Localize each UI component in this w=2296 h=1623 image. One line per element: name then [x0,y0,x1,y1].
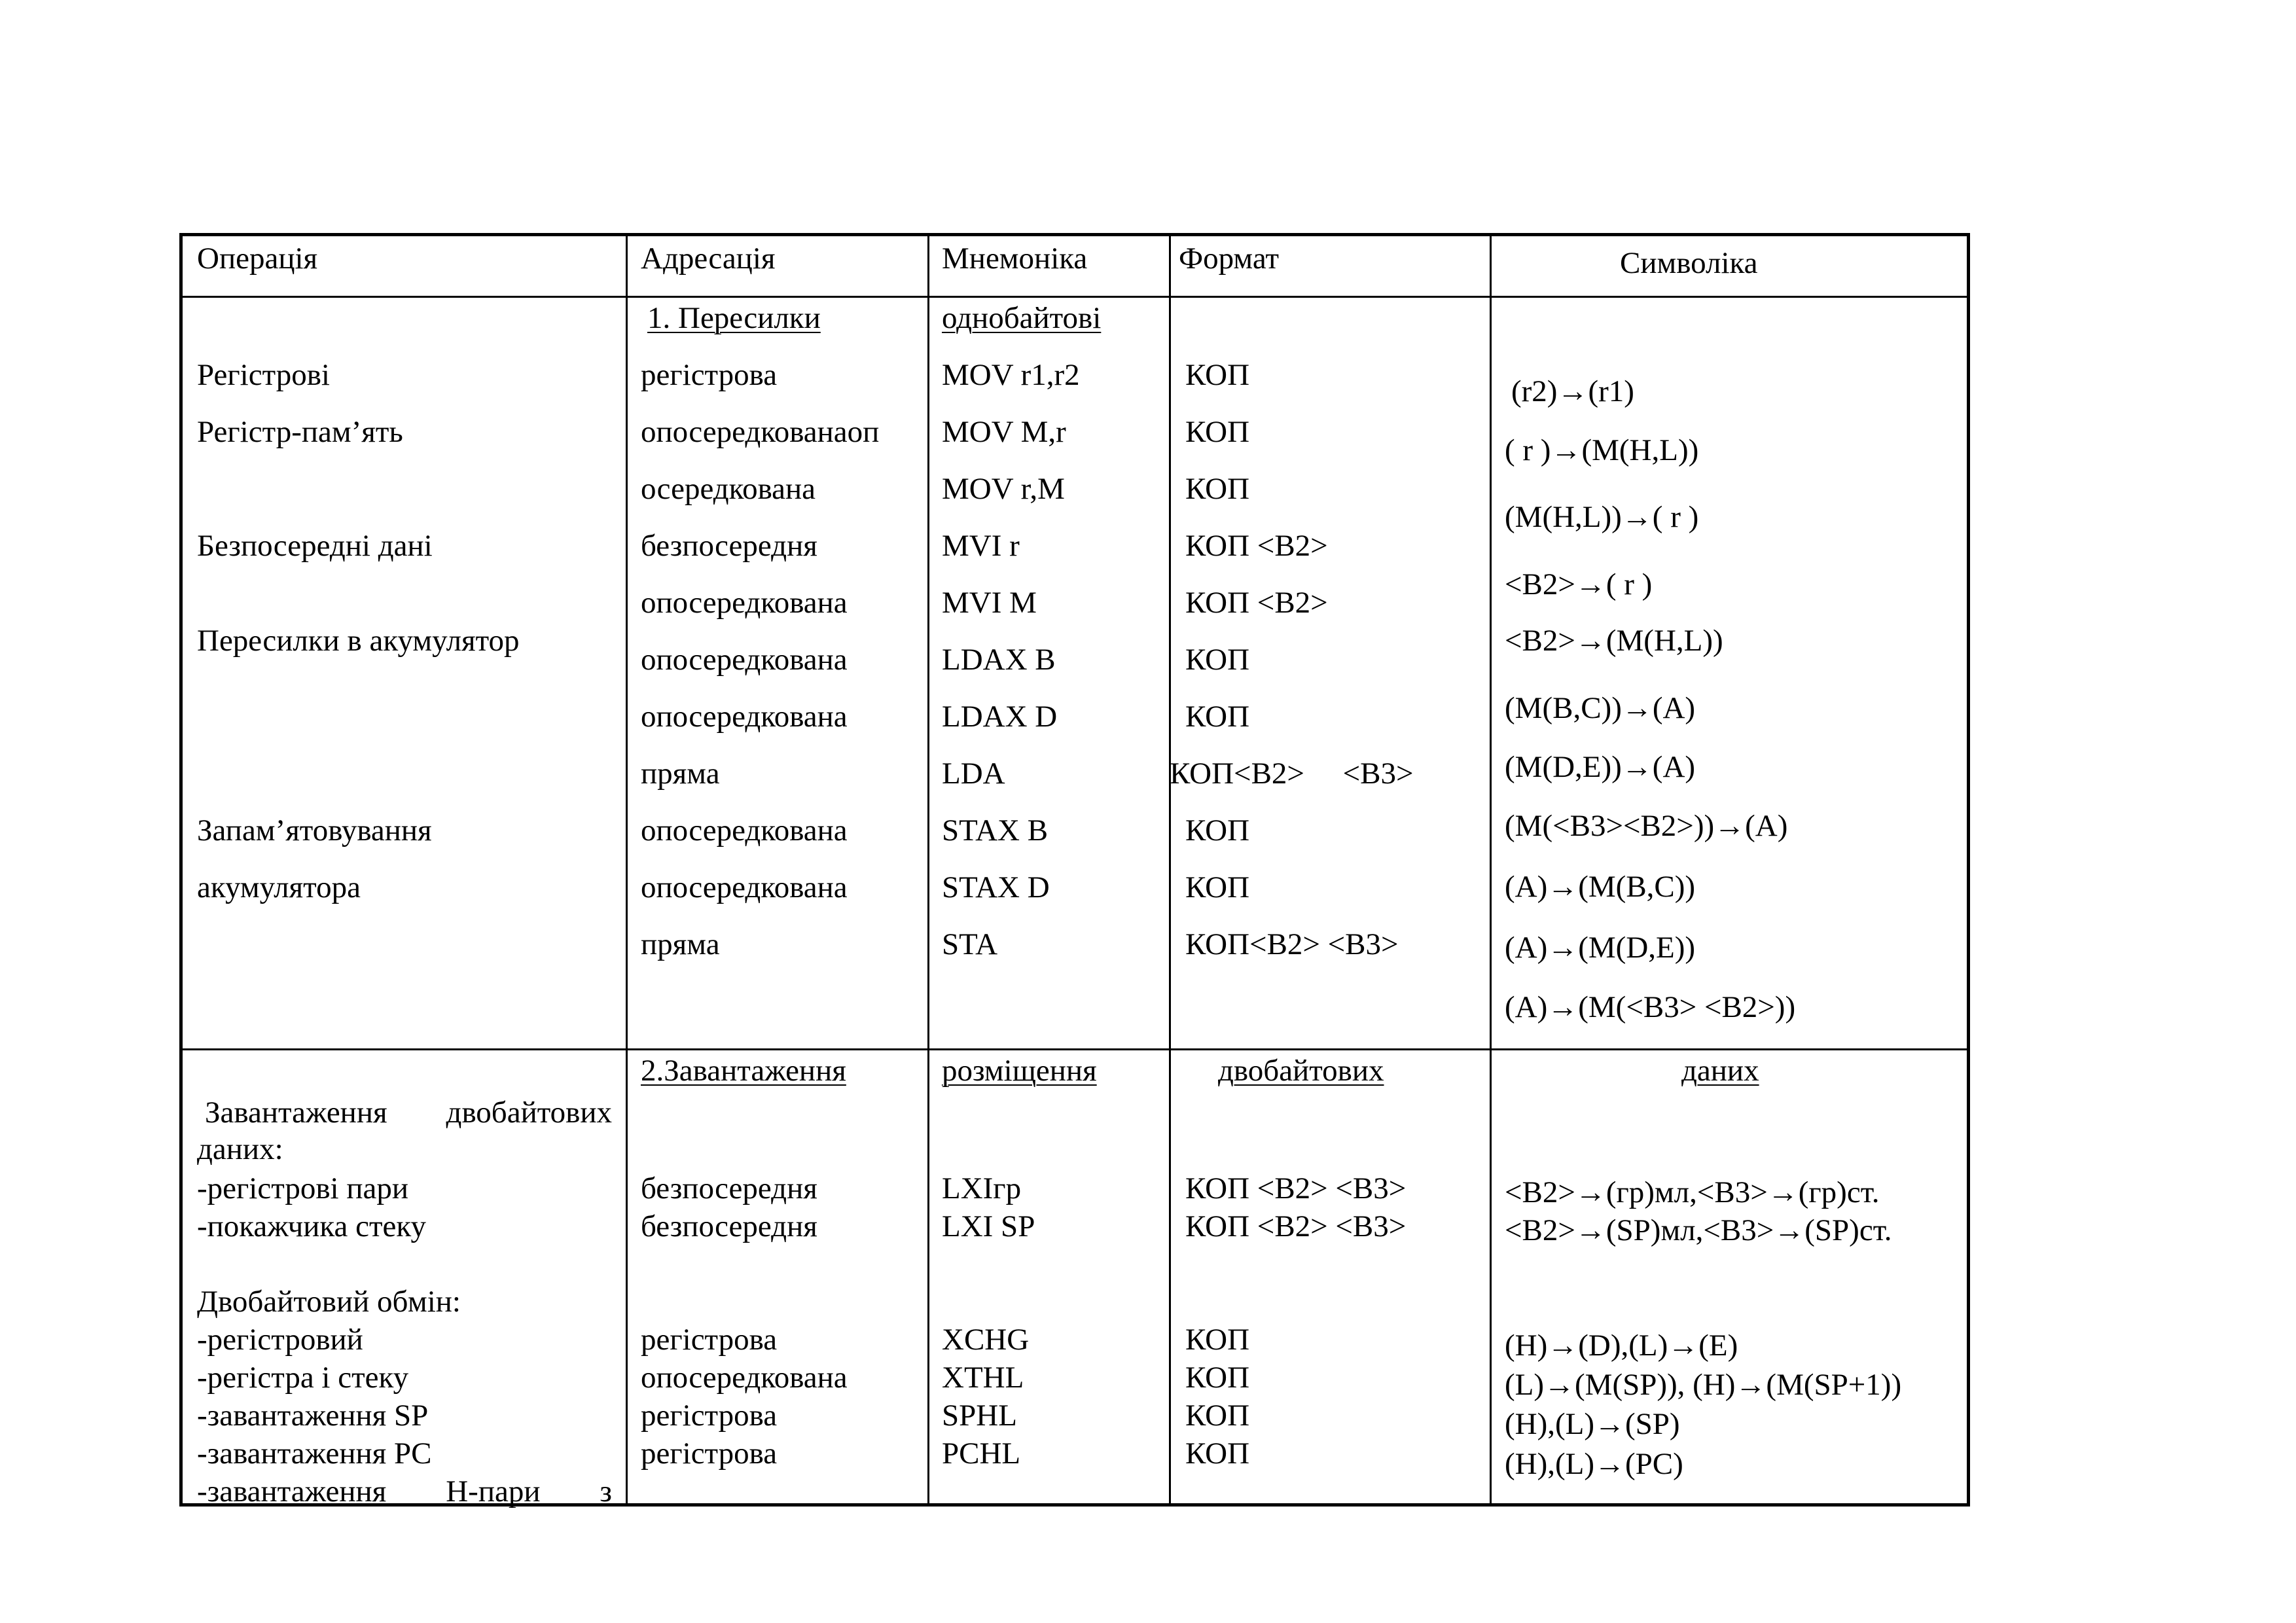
column-divider [927,236,929,1503]
symbolic-cell: (A)→(M(B,C)) [1505,870,1696,904]
symbolic-cell: (H),(L)→(PC) [1505,1447,1683,1481]
symbolic-cell: (A)→(M(<B3> <B2>)) [1505,990,1796,1024]
section2-title-1: 2.Завантаження [641,1054,846,1088]
addressing-cell: безпосередня [641,1171,817,1205]
mnemonic-cell: STAX D [942,870,1050,904]
mnemonic-cell: MOV r1,r2 [942,358,1080,392]
load-op: -покажчика стеку [197,1209,427,1243]
instruction-table [179,233,1970,1507]
header-mnemonic: Мнемоніка [942,241,1088,276]
section1-title: 1. Пересилки [647,301,821,335]
column-divider [626,236,628,1503]
mnemonic-cell: MOV M,r [942,415,1066,449]
exchange-op: -завантаження SP [197,1399,429,1433]
symbolic-cell: ( r )→(M(H,L)) [1505,433,1699,467]
format-cell: КОП [1185,813,1250,847]
symbolic-cell: (H)→(D),(L)→(E) [1505,1329,1738,1363]
header-operation: Операція [197,241,318,276]
section2-title-4: даних [1681,1054,1759,1088]
symbolic-cell: <B2>→(M(H,L)) [1505,624,1723,658]
mnemonic-cell: STA [942,927,998,961]
last-line: -завантаження H-пари з [197,1474,612,1508]
addressing-cell: регістрова [641,1323,778,1357]
load-heading-1: Завантаження двобайтових [205,1096,612,1130]
header-addressing: Адресація [641,241,776,276]
header-divider [183,296,1967,298]
symbolic-cell: (M(B,C))→(A) [1505,691,1696,725]
mnemonic-cell: LXI SP [942,1209,1035,1243]
addressing-cell: осередкована [641,472,816,506]
mnemonic-cell: LDAX D [942,700,1058,734]
header-symbolic: Символіка [1620,246,1758,280]
format-cell: КОП <B2> [1185,586,1328,620]
symbolic-cell: (L)→(M(SP)), (H)→(M(SP+1)) [1505,1368,1902,1402]
format-cell: КОП <B2> <B3> [1185,1171,1407,1205]
symbolic-cell: (M(H,L))→( r ) [1505,500,1699,534]
addressing-cell: регістрова [641,1436,778,1471]
format-cell: КОП [1185,1323,1250,1357]
addressing-cell: опосередкованаоп [641,415,880,449]
addressing-cell: опосередкована [641,586,848,620]
exchange-op: -регістра і стеку [197,1361,409,1395]
format-cell: КОП [1185,1361,1250,1395]
addressing-cell: регістрова [641,358,778,392]
section2-title-3: двобайтових [1218,1054,1384,1088]
symbolic-cell: (M(<B3><B2>))→(A) [1505,809,1788,843]
op-immediate: Безпосередні дані [197,529,433,563]
addressing-cell: безпосередня [641,1209,817,1243]
section-divider [183,1048,1967,1050]
mnemonic-cell: XCHG [942,1323,1030,1357]
symbolic-cell: <B2>→( r ) [1505,567,1653,601]
addressing-cell: опосередкована [641,700,848,734]
addressing-cell: пряма [641,927,720,961]
symbolic-cell: <B2>→(гр)мл,<B3>→(гр)ст. [1505,1175,1880,1209]
symbolic-cell: (H),(L)→(SP) [1505,1407,1680,1441]
mnemonic-cell: LDAX B [942,643,1056,677]
exchange-op: -регістровий [197,1323,363,1357]
op-store-1: Запам’ятовування [197,813,432,847]
column-divider [1490,236,1492,1503]
format-cell: КОП<B2> <B3> [1185,927,1399,961]
addressing-cell: опосередкована [641,643,848,677]
format-cell: КОП [1185,1399,1250,1433]
mnemonic-cell: MVI M [942,586,1037,620]
addressing-cell: опосередкована [641,1361,848,1395]
format-cell: КОП [1185,870,1250,904]
column-divider [1169,236,1171,1503]
mnemonic-cell: PCHL [942,1436,1021,1471]
format-cell: КОП<B2> <B3> [1170,757,1414,791]
symbolic-cell: (A)→(M(D,E)) [1505,931,1696,965]
addressing-cell: пряма [641,757,720,791]
exchange-op: -завантаження PC [197,1436,432,1471]
symbolic-cell: (M(D,E))→(A) [1505,750,1696,784]
format-cell: КОП [1185,643,1250,677]
section1-subtitle: однобайтові [942,301,1102,335]
symbolic-cell: <B2>→(SP)мл,<B3>→(SP)ст. [1505,1213,1892,1247]
format-cell: КОП <B2> <B3> [1185,1209,1407,1243]
load-op: -регістрові пари [197,1171,408,1205]
mnemonic-cell: XTHL [942,1361,1024,1395]
mnemonic-cell: STAX B [942,813,1049,847]
format-cell: КОП [1185,472,1250,506]
op-registers: Регістрові [197,358,330,392]
addressing-cell: опосередкована [641,870,848,904]
op-store-2: акумулятора [197,870,361,904]
op-to-acc: Пересилки в акумулятор [197,624,520,658]
addressing-cell: регістрова [641,1399,778,1433]
format-cell: КОП [1185,358,1250,392]
format-cell: КОП [1185,700,1250,734]
mnemonic-cell: SPHL [942,1399,1017,1433]
format-cell: КОП <B2> [1185,529,1328,563]
mnemonic-cell: MVI r [942,529,1020,563]
mnemonic-cell: LXIгр [942,1171,1022,1205]
exchange-heading: Двобайтовий обмін: [197,1285,461,1319]
load-heading-2: даних: [197,1132,283,1166]
op-reg-mem: Регістр-пам’ять [197,415,403,449]
section2-title-2: розміщення [942,1054,1097,1088]
addressing-cell: безпосередня [641,529,817,563]
format-cell: КОП [1185,1436,1250,1471]
addressing-cell: опосередкована [641,813,848,847]
symbolic-cell: (r2)→(r1) [1511,374,1634,408]
format-cell: КОП [1185,415,1250,449]
mnemonic-cell: MOV r,M [942,472,1065,506]
header-format: Формат [1179,241,1280,276]
mnemonic-cell: LDA [942,757,1005,791]
